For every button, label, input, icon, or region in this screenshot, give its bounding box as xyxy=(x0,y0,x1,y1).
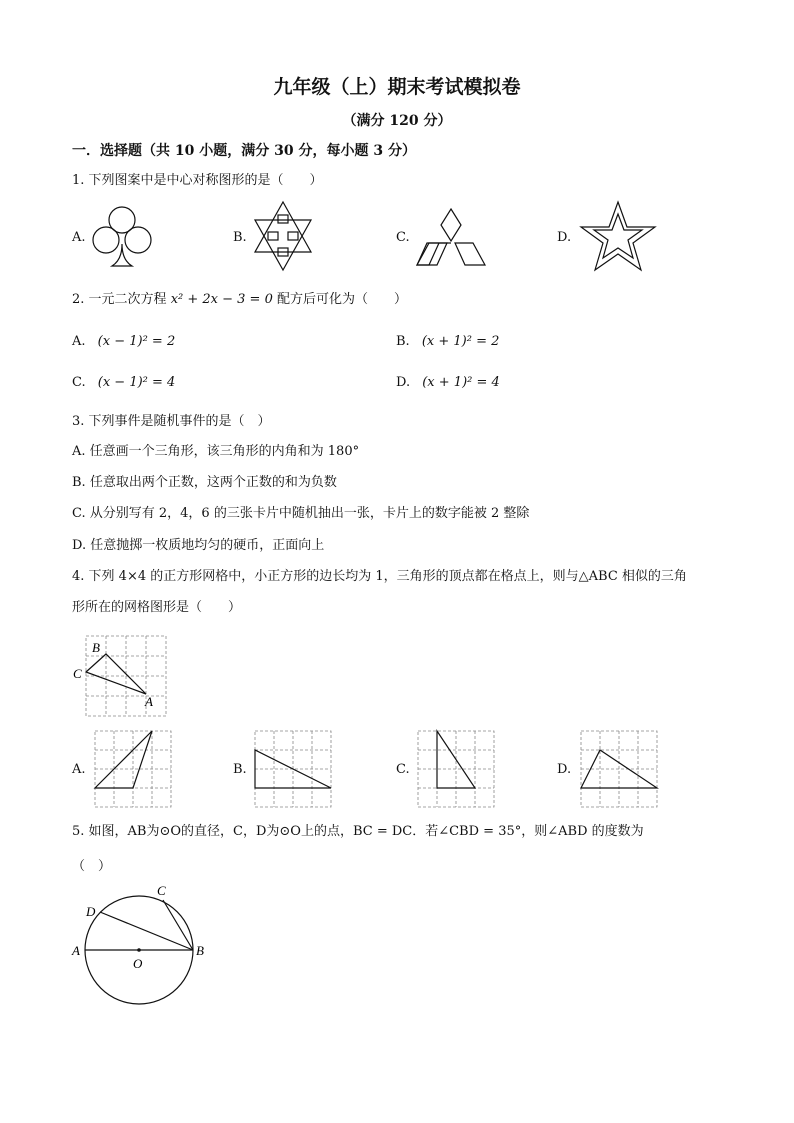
q4-stem-line1: 4. 下列 4×4 的正方形网格中，小正方形的边长均为 1，三角形的顶点都在格点上，则与△ABC 相似的三角 xyxy=(72,569,687,584)
q4-reference-triangle xyxy=(86,654,146,694)
q5-circle-diagram xyxy=(68,880,218,1010)
q2-stem-suffix: 配方后可化为（ ） xyxy=(277,292,408,307)
q3-stem: 3. 下列事件是随机事件的是（ ） xyxy=(72,414,271,429)
q4-label-c: C xyxy=(73,666,82,681)
q4-option-a-label: A. xyxy=(72,762,86,777)
q2-option-b-label: B. xyxy=(396,334,410,349)
q4-option-b-grid xyxy=(254,730,334,810)
q5-label-b: B xyxy=(196,943,204,958)
q5-label-c: C xyxy=(157,883,166,898)
q2-stem-prefix: 2. 一元二次方程 xyxy=(72,292,167,307)
q2-option-d-eq: (x + 1)² = 4 xyxy=(422,375,500,390)
q2-option-b-eq: (x + 1)² = 2 xyxy=(421,334,500,349)
q4-option-a-grid xyxy=(94,730,174,810)
q2-option-c-label: C. xyxy=(72,375,86,390)
q2-option-c-eq: (x − 1)² = 4 xyxy=(97,375,176,390)
page-subtitle: （满分 120 分） xyxy=(342,113,452,129)
q4-option-b-label: B. xyxy=(233,762,247,777)
q2-stem-equation: x² + 2x − 3 = 0 xyxy=(170,292,273,307)
q5-paren: （ ） xyxy=(72,859,112,874)
q4-label-a: A xyxy=(145,694,153,709)
q3-option-b: B. 任意取出两个正数，这两个正数的和为负数 xyxy=(72,475,337,490)
q2-option-d-label: D. xyxy=(396,375,411,390)
q2-option-a-label: A. xyxy=(72,334,86,349)
q3-option-d: D. 任意抛掷一枚质地均匀的硬币，正面向上 xyxy=(72,538,325,553)
q1-stem: 1. 下列图案中是中心对称图形的是（ ） xyxy=(72,173,323,188)
q5-label-o: O xyxy=(133,956,143,971)
q4-option-c-grid xyxy=(417,730,497,810)
q4-stem-line2: 形所在的网格图形是（ ） xyxy=(72,600,242,615)
q5-stem: 5. 如图，AB为⊙O的直径，C，D为⊙O上的点，BC = DC．若∠CBD = 35°，则∠ABD 的度数为 xyxy=(72,824,644,839)
q5-label-a: A xyxy=(72,943,80,958)
q5-label-d: D xyxy=(86,904,96,919)
q2-stem xyxy=(72,291,407,309)
double-star-shape-icon xyxy=(578,200,658,272)
club-shape-icon xyxy=(88,204,158,270)
q1-option-b-label: B. xyxy=(233,230,247,245)
q3-option-a: A. 任意画一个三角形，该三角形的内角和为 180° xyxy=(72,444,360,459)
q4-reference-grid xyxy=(72,634,172,718)
q2-option-a xyxy=(72,334,175,349)
q3-option-c: C. 从分别写有 2，4，6 的三张卡片中随机抽出一张，卡片上的数字能被 2 整除 xyxy=(72,506,530,521)
q5-center-point xyxy=(137,948,141,952)
three-rhombus-shape-icon xyxy=(415,207,487,269)
star-of-david-shape-icon xyxy=(251,200,315,272)
q4-option-d-grid xyxy=(580,730,660,810)
q2-option-a-eq: (x − 1)² = 2 xyxy=(97,334,176,349)
q4-option-c-label: C. xyxy=(396,762,410,777)
q2-option-d xyxy=(396,375,500,390)
q5-chord-cb xyxy=(163,900,193,950)
section-heading: 一．选择题（共 10 小题，满分 30 分，每小题 3 分） xyxy=(72,143,416,159)
page-title: 九年级（上）期末考试模拟卷 xyxy=(273,76,521,98)
q5-chord-db xyxy=(100,912,193,950)
q1-option-d-label: D. xyxy=(557,230,572,245)
q1-option-c-label: C. xyxy=(396,230,410,245)
q2-option-c xyxy=(72,375,175,390)
q2-option-b xyxy=(396,334,499,349)
q1-option-a-label: A. xyxy=(72,230,86,245)
q4-option-d-label: D. xyxy=(557,762,572,777)
q4-label-b: B xyxy=(92,640,100,655)
